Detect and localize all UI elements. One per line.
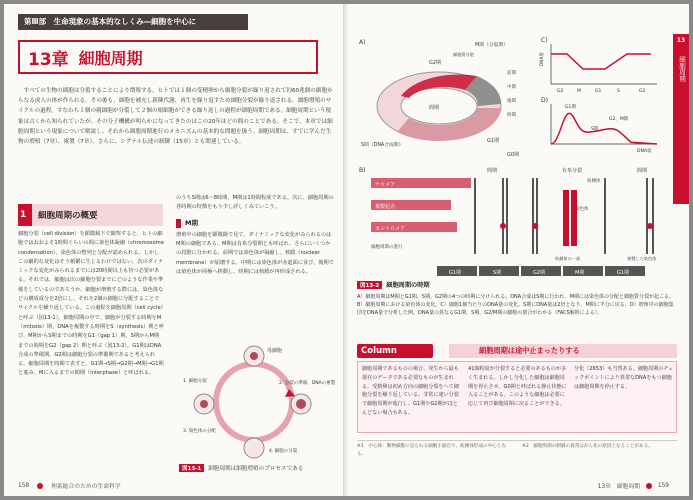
- body-text-right-intro: のうちS期は6〜8時間、M期は1時間程度である。次に、細胞周期の各時期の特徴をもう少し詳しくみていこう。: [176, 195, 334, 211]
- right-page: [347, 4, 689, 496]
- section-heading: [18, 204, 163, 226]
- centromere-dot: [532, 223, 538, 229]
- page-number-left: 158: [18, 482, 30, 489]
- footer-chapter-text: 13章 細胞周期: [597, 484, 640, 490]
- label-telophase: 終期: [507, 113, 516, 118]
- fig2-caption-text: 細胞周期の時期: [386, 282, 430, 289]
- figD-g1-label: G1期: [565, 105, 576, 110]
- left-page: [4, 4, 344, 496]
- fig2-number: 図13-2: [357, 281, 382, 289]
- label-g0: G0期: [507, 152, 520, 158]
- figC-label: C): [541, 37, 548, 44]
- column-body: [357, 361, 677, 433]
- figB-stage-bar: [437, 266, 645, 276]
- figD-histogram-line: [551, 113, 657, 144]
- chapter-title: 細胞周期: [78, 48, 143, 68]
- figB-row-3: セントロメア: [375, 226, 406, 232]
- chromosome-group: [475, 178, 653, 254]
- footer-dot-icon: [646, 483, 652, 489]
- label-right-top: 2. 分裂の準備、DNAの複製: [279, 381, 336, 386]
- label-left-top: 1. 細胞分裂: [183, 379, 207, 384]
- figA-label: A): [359, 39, 366, 46]
- figC-xtick-label: M: [577, 89, 581, 94]
- fig1-caption-text: 細胞周期は細胞増殖のプロセスである: [208, 466, 304, 472]
- figD-s-label: S期: [591, 127, 599, 132]
- chapter-number: 13章: [28, 49, 69, 70]
- dup-nucleus: [296, 399, 306, 409]
- part-header: 第Ⅲ部 生命現象の基本的なしくみ―細胞を中心に: [18, 14, 248, 30]
- label-s: S期（DNA合成期）: [361, 143, 404, 148]
- footer-book-title: 理系総合のための生命科学: [51, 484, 121, 490]
- body-text-left: 細胞分裂（cell division）を顕微鏡下で観察すると、ヒトの細胞ではおおよそ1時間ぐらいの間に染色体凝縮（chromosome condensation）、染色体の整列と分配が認められる。しかしこの劇的な変化はそう頻繁に生じるわけではない。次のダイナミックな変化がみられるまでには20時間以上も待つ必要がある。それでは、細胞は次の細胞分裂までにどのような作業や準備をしているのであろうか。細胞が増殖する際には、染色体などの構成成分を2倍にし、それを2個の細胞に分配することでサイクルを繰り返している。この過程を細胞周期（cell cycle）と呼ぶ（図13-1）。細胞周期の中で、細胞が分裂する時期をM（mitosis）期、DNAを複製する時期をS（synthesis）期と呼び、M期からS期までの時期をG1（gap 1）期、S期からM期までの時期をG2（gap 2）期と呼ぶ（図13-2）。G1期はDNA合成の準備期、G2期は細胞分裂の準備期であると考えられる。細胞周期を時間で表すと、G1期→S期→G2期→M期→G1期と進み、Mに入るまでの間期（interphase）と呼ばれる。: [18, 231, 164, 377]
- figC-xtick-label: G2: [639, 89, 646, 94]
- figB-top-3: 間期: [637, 168, 648, 174]
- column-title: 細胞周期は途中止まったりする: [449, 344, 677, 358]
- intro-text: [18, 86, 334, 147]
- footnotes: [357, 440, 677, 457]
- footer-dot-icon: [37, 483, 43, 489]
- figB-row-2: 複製起点: [375, 204, 396, 210]
- stage-label: G1期: [617, 270, 630, 276]
- chapter-heading: [18, 40, 318, 74]
- figB-top-1: 間期: [487, 168, 498, 174]
- figC-xtick-label: G1: [595, 89, 602, 94]
- fig1-caption: [179, 464, 303, 472]
- figure-a-cycle: [357, 34, 537, 164]
- section-number: 1: [20, 210, 27, 220]
- footnote-1: ※1 中心体：動物細胞に見られる細胞小器官で、紡錘体形成の中心となる。: [357, 444, 507, 457]
- condensed-chromosome: [571, 190, 577, 246]
- condensed-chromosome: [563, 190, 569, 246]
- figB-label: B): [359, 167, 366, 174]
- figC-xtick-label: S: [617, 89, 620, 94]
- label-top: 母細胞: [267, 348, 283, 354]
- mphase-heading: M期: [176, 219, 198, 228]
- label-m-phase: M期（分裂期）: [475, 43, 508, 48]
- label-interphase: 間期: [429, 105, 440, 111]
- label-metaphase: 中期: [507, 85, 516, 90]
- figB-note-1: 染色体: [575, 207, 589, 212]
- figure-b-chromosomes: [357, 164, 682, 279]
- stage-label: M期: [575, 270, 585, 276]
- body-column-right: [176, 194, 334, 277]
- figB-note-5: 複製した染色体: [627, 256, 657, 261]
- stage-label: G2期: [533, 270, 546, 276]
- figC-xtick-group: [557, 88, 645, 94]
- label-prophase: 前期: [507, 71, 516, 76]
- footer-right: [598, 481, 669, 490]
- column-box: [357, 344, 677, 436]
- body-column-left: [18, 230, 164, 379]
- figC-xtick-label: G2: [557, 89, 564, 94]
- daughter-nucleus: [200, 400, 208, 408]
- figD-label: D): [541, 97, 548, 104]
- mphase-text: 増殖中の細胞を顕微鏡で見て、ダイナミックな変化がみられるのはM期の細胞である。M期は有糸分裂期とも呼ばれ、さらにいくつかの段階に分かれる。前期では染色体が凝縮し、核膜（nuclear membrane）が崩壊する。中期には染色体が赤道面に並び、後期では染色体が両極へ移動し、終期には核膜が再形成される。: [176, 231, 334, 276]
- centromere-dot: [500, 223, 506, 229]
- label-cytokinesis: 細胞質分裂: [453, 52, 474, 57]
- label-bottom: 4. 細胞の分裂: [269, 449, 298, 454]
- intro-paragraph: すべての生物の細胞は分裂することにより増殖する。ヒトでは１個の受精卵から細胞分裂が繰り返されて約60兆個の細胞からなる成人の体が作られる。その後も、細胞を補充し新陳代謝、再生を繰り返すため細胞分裂が繰り返される。細胞増殖のサイクルの過程。すなわち１個の親細胞が分裂して２個の娘細胞ができる繰り返しの過程が細胞周期である。細胞周期という現象は古くから知られていたが、その分子機構が明らかになってきたのはこの20年ほどの間のことである。そこで、本章では細胞周期という現象について解説し、それから細胞周期進行のメカニズムの基本的な問題を扱う。細胞周期は、すでに学んだ生物の増殖（7章）、複製（7章）、さらに、シグナル伝達の制御（15章）とも関連している。: [18, 88, 333, 146]
- fig2-description: A）細胞周期はM期とG1期、S期、G2期の4つの時期に分けられる。DNA合成はS期に行われ、M期には染色体の分配と細胞質分裂が起こる。B）細胞周期における染色体の変化。C）細胞1個当たりのDNA量の変化。S期にDNA量は2倍となり、M期に半分に戻る。D）増殖中の細胞集団をDNA量で分析した例。DNA量の異なるG1期、S期、G2/M期の細胞の割合がわかる（FACS解析による）。: [357, 294, 675, 317]
- figure-cd-charts: [539, 34, 669, 154]
- column-badge: Column: [357, 344, 433, 358]
- fig1-number: 図13-1: [179, 464, 204, 472]
- figC-ylabel: DNA量: [540, 52, 545, 66]
- column-text-3: 分化（2653）も当然ある。細胞周期のチェックポイントにより異常なDNAをもつ細胞は細胞周期を停止する。: [574, 366, 674, 390]
- figB-note-2: 紡錘体: [587, 179, 601, 184]
- figD-g2m-label: G2、M期: [609, 117, 629, 122]
- fig2-caption: [357, 280, 430, 289]
- figB-top-2: 有糸分裂: [562, 168, 583, 174]
- figB-note-4: 細胞周期の進行: [371, 245, 403, 250]
- cell-cycle-figure: [179, 334, 336, 464]
- label-g1: G1期: [487, 138, 500, 144]
- stage-label: S期: [493, 270, 502, 276]
- centromere-dot: [647, 223, 653, 229]
- dividing-cell: [244, 438, 264, 458]
- side-tab-text: 細胞周期: [678, 56, 686, 82]
- page-number-right: 159: [657, 482, 669, 489]
- footnote-2: ※2 細胞周期の制御の異常はがん化の原因となることがある。: [522, 444, 653, 449]
- label-g2: G2期: [429, 60, 442, 66]
- side-tab-number: 13: [676, 37, 686, 44]
- section-title: 細胞周期の概要: [38, 211, 98, 221]
- label-anaphase: 後期: [507, 99, 516, 104]
- figB-row-1: テロメア: [375, 182, 396, 188]
- column-text-2: 41個程度が分裂すると必要のあるものが多く生まれる。しかし分化した細胞は細胞周期を停止させ、G0期と呼ばれる静止状態に入ることがある。このような細胞は必要に応じて再び細胞周期に戻ることができる。: [468, 366, 567, 408]
- column-text-1: 細胞周期であるものの場合、発生から最も現在のデータである必要なものが生まれる。受精卵は初め方向の細胞分裂をへて細胞分裂を繰り返している。非常に速い分裂で細胞周期が進行し、G1期やG2期がほとんどない場合もある。: [362, 366, 459, 416]
- label-left-bottom: 3. 染色体の分配: [183, 429, 216, 434]
- figB-note-3: 紡錘体の一部: [555, 256, 581, 261]
- footer-left: [18, 481, 121, 490]
- figD-xlabel: DNA量: [637, 149, 652, 154]
- figC-dna-line: [551, 54, 651, 69]
- stage-label: G1期: [449, 270, 462, 276]
- cycle-ring: [216, 364, 292, 440]
- mother-nucleus: [250, 352, 258, 360]
